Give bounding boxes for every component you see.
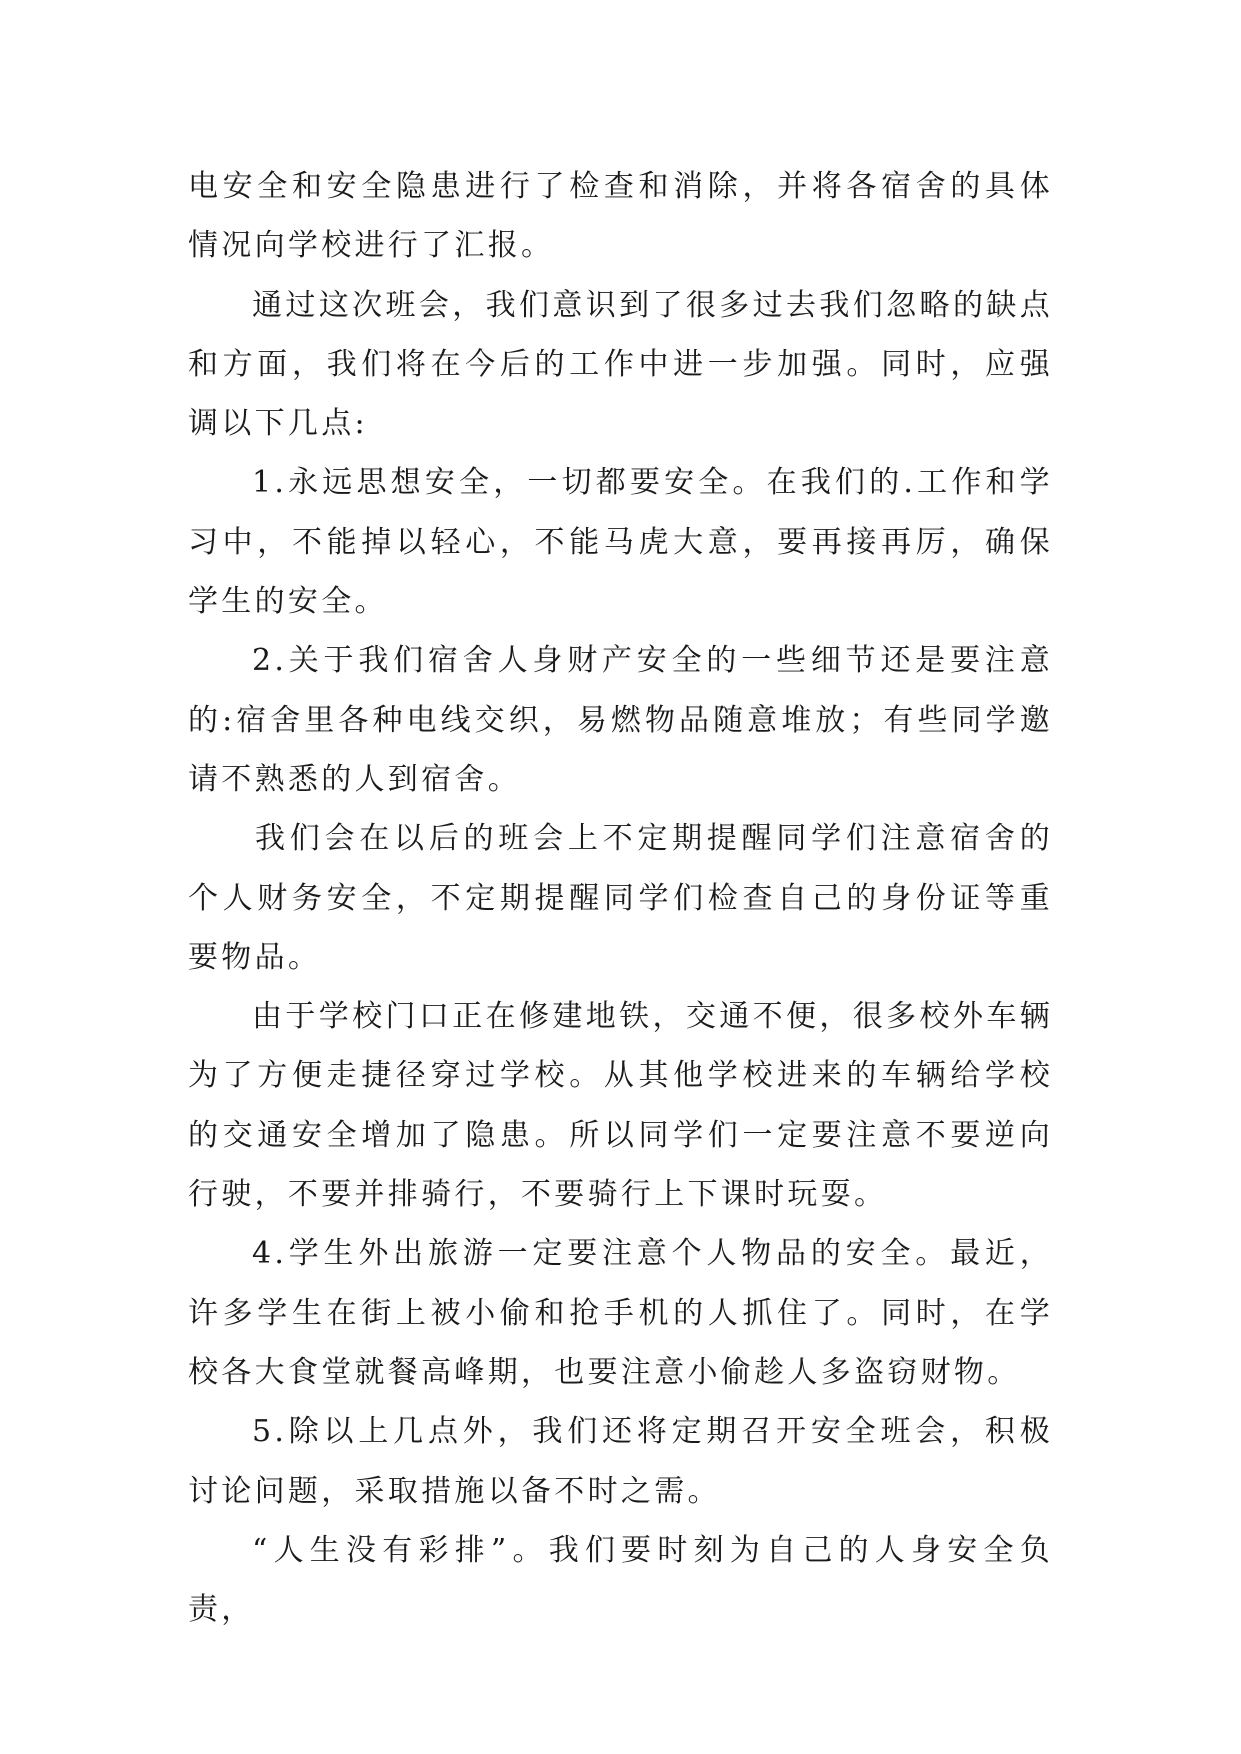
paragraph-intro: 通过这次班会，我们意识到了很多过去我们忽略的缺点和方面，我们将在今后的工作中进一步加强。同时，应强调以下几点: xyxy=(188,287,1053,442)
paragraph-point-4: 4.学生外出旅游一定要注意个人物品的安全。最近，许多学生在街上被小偷和抢手机的人抓住了。同时，在学校各大食堂就餐高峰期，也要注意小偷趁人多盗窃财物。 xyxy=(188,1236,1053,1390)
paragraph-point-1: 1.永远思想安全，一切都要安全。在我们的.工作和学习中，不能掉以轻心，不能马虎大意，要再接再厉，确保学生的安全。 xyxy=(188,465,1053,620)
paragraph-traffic: 由于学校门口正在修建地铁，交通不便，很多校外车辆为了方便走捷径穿过学校。从其他学校进来的车辆给学校的交通安全增加了隐患。所以同学们一定要注意不要逆向行驶，不要并排骑行，不要骑行上下课时玩耍。 xyxy=(188,999,1053,1213)
paragraph-closing: “人生没有彩排”。我们要时刻为自己的人身安全负责， xyxy=(188,1532,1053,1628)
paragraph-continuation: 电安全和安全隐患进行了检查和消除，并将各宿舍的具体情况向学校进行了汇报。 xyxy=(188,169,1053,264)
paragraph-reminder: 我们会在以后的班会上不定期提醒同学们注意宿舍的个人财务安全，不定期提醒同学们检查自己的身份证等重要物品。 xyxy=(188,821,1053,975)
body-text xyxy=(188,157,1053,1639)
paragraph-point-5: 5.除以上几点外，我们还将定期召开安全班会，积极讨论问题，采取措施以备不时之需。 xyxy=(188,1414,1053,1509)
paragraph-point-2: 2.关于我们宿舍人身财产安全的一些细节还是要注意的:宿舍里各种电线交织，易燃物品随意堆放；有些同学邀请不熟悉的人到宿舍。 xyxy=(188,643,1053,797)
